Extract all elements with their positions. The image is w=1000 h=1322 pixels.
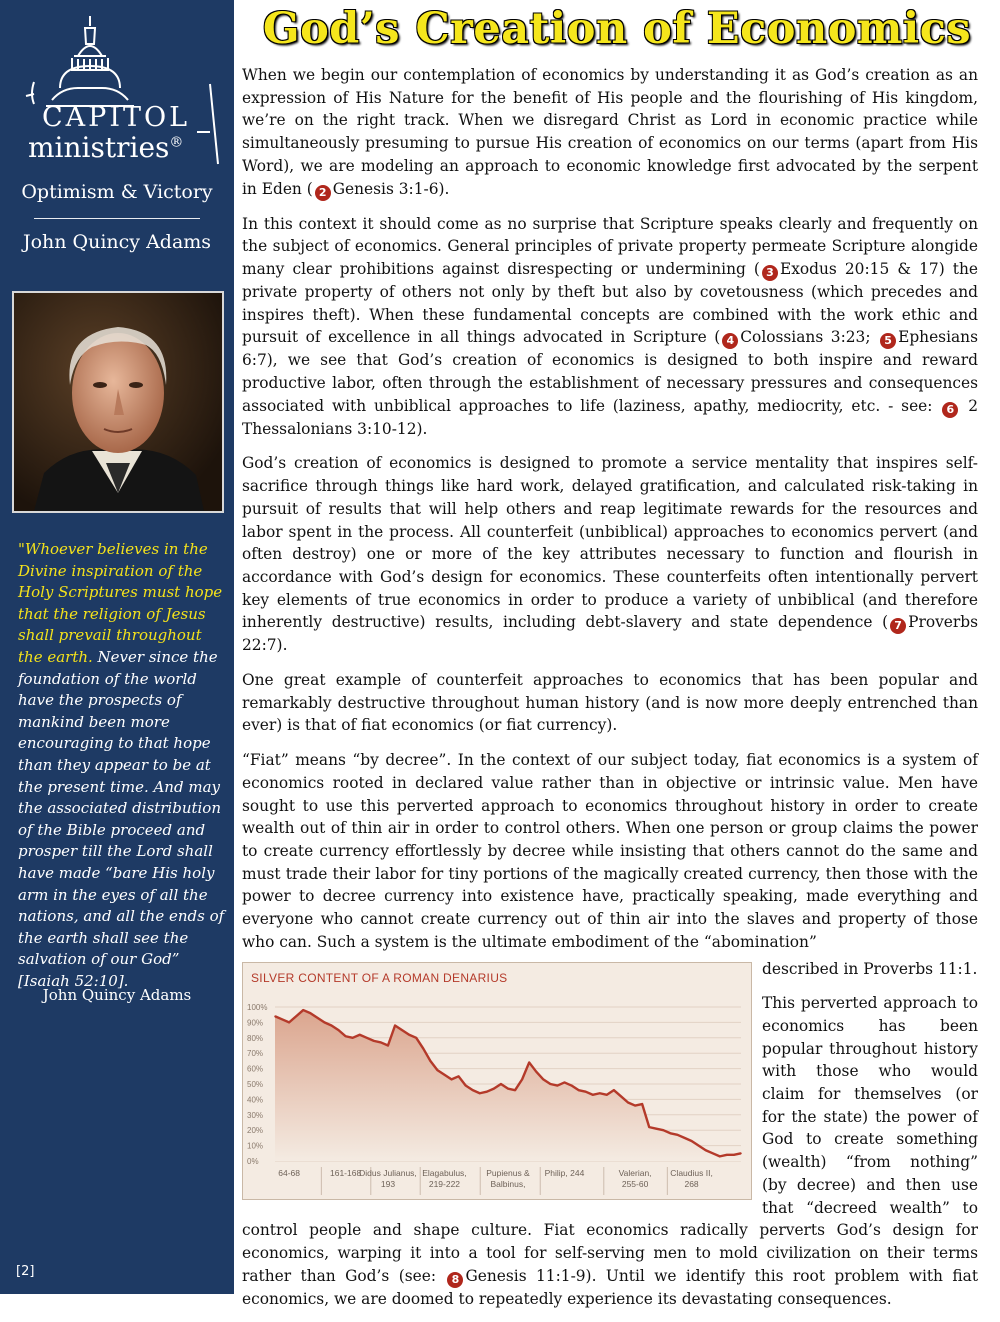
y-tick-label: 100% [247,1002,268,1012]
p2-text-c: Colossians 3:23; [740,328,879,347]
chart-plot [243,963,751,1199]
p6-text-a: This perverted approach to economics has been popular throughout history with those who would claim for themselves (or for the state) the power of God to create something (wealth) “from nothing” (by decree) and then use that “decreed wealth” to control people and shape culture. Fiat economics radically perverts God’s design for economics, warping it into a tool for self-serving men to mold civilization on their terms rather than God’s (see: [242,994,978,1285]
data-point [521,1078,523,1080]
data-point [451,1078,453,1080]
portrait-icon [14,293,222,511]
data-point [387,1044,389,1046]
data-point [380,1041,382,1043]
data-point [394,1024,396,1026]
data-point [359,1033,361,1035]
data-point [507,1087,509,1089]
quote-highlight: "Whoever believes in the Divine inspiration of the Holy Scriptures must hope that the religion of Jesus shall prevail throughout the earth. [18,540,223,666]
x-tick-label: 219-222 [428,1178,461,1189]
data-point [613,1089,615,1091]
data-point [514,1089,516,1091]
x-tick-label: 255-60 [621,1178,649,1189]
data-point [677,1134,679,1136]
paragraph-4: One great example of counterfeit approaches to economics that has been popular and remarkably destructive throughout human history (and is now more deeply entrenched than ever) is that of fiat economics (or fiat currency). [242,671,978,735]
data-point [564,1081,566,1083]
p2-text-a: In this context it should come as no surprise that Scripture speaks clearly and frequently on the subject of economics. General principles of private property permeate Scripture alongide many clear prohibitions against disrespecting or undermining ( [242,214,978,278]
data-point [599,1092,601,1094]
x-tick-label: Claudius II, [670,1167,713,1178]
x-tick-label: Philip, 244 [544,1167,585,1178]
data-point [571,1084,573,1086]
data-point [324,1021,326,1023]
y-tick-label: 0% [247,1156,259,1166]
data-point [408,1033,410,1035]
logo-ministries-word: ministries [28,131,170,164]
data-point [578,1089,580,1091]
y-tick-label: 10% [247,1141,264,1151]
data-point [366,1037,368,1039]
series-area [275,1010,741,1161]
data-point [422,1047,424,1049]
sidebar [0,0,234,1294]
denarius-chart [242,962,752,1200]
data-point [585,1090,587,1092]
data-point [557,1084,559,1086]
denarius-chart-container [242,962,752,1202]
y-tick-label: 20% [247,1125,264,1135]
y-tick-label: 80% [247,1033,264,1043]
logo-capitol-text: CAPITOL [42,102,191,133]
x-tick-label: Didus Julianus, [359,1167,417,1178]
data-point [437,1069,439,1071]
data-point [472,1089,474,1091]
data-point [627,1101,629,1103]
data-point [712,1152,714,1154]
data-point [295,1015,297,1017]
data-point [274,1015,276,1017]
data-point [655,1127,657,1129]
y-tick-label: 30% [247,1110,264,1120]
data-point [486,1090,488,1092]
data-point [550,1083,552,1085]
paragraph-2 [242,213,978,441]
ref-badge-6: 6 [942,402,958,418]
chart-title: SILVER CONTENT OF A ROMAN DENARIUS [251,970,508,985]
logo-ministries-text [28,131,183,164]
data-point [698,1144,700,1146]
quote-author: John Quincy Adams [42,986,192,1004]
x-tick-label: 268 [684,1178,699,1189]
x-tick-label: Elagabulus, [422,1167,467,1178]
y-tick-label: 70% [247,1048,264,1058]
data-point [606,1093,608,1095]
paragraph-3 [242,452,978,657]
data-point [302,1009,304,1011]
registered-mark: ® [169,134,184,151]
data-point [634,1104,636,1106]
data-point [641,1103,643,1105]
sidebar-quote [18,539,226,992]
data-point [444,1073,446,1075]
data-point [500,1083,502,1085]
data-point [740,1152,742,1154]
data-point [719,1155,721,1157]
subject-name: John Quincy Adams [22,231,212,253]
y-tick-label: 40% [247,1094,264,1104]
data-point [345,1035,347,1037]
data-point [288,1021,290,1023]
data-point [430,1060,432,1062]
data-point [691,1140,693,1142]
x-tick-label: Valerian, [618,1167,652,1178]
data-point [281,1018,283,1020]
data-point [535,1070,537,1072]
data-point [458,1075,460,1077]
ref-badge-4: 4 [722,333,738,349]
x-tick-label: Pupienus & [486,1167,530,1178]
data-point [726,1154,728,1156]
ref-badge-5: 5 [880,333,896,349]
data-point [373,1040,375,1042]
data-point [493,1087,495,1089]
article-body [242,64,978,1322]
data-point [352,1037,354,1039]
data-point [415,1037,417,1039]
data-point [479,1092,481,1094]
paragraph-1 [242,64,978,201]
data-point [705,1149,707,1151]
series-title: Optimism & Victory [21,181,213,203]
page-number: [2] [16,1264,35,1279]
x-tick-label: Balbinus, [490,1178,526,1189]
p6-text-b: Genesis 11:1-9). Until we identify this root problem with fiat economics, we are doomed to repeatedly experience its devastating consequences. [242,1266,979,1308]
ref-badge-7: 7 [890,618,906,634]
data-point [401,1029,403,1031]
y-tick-label: 90% [247,1017,264,1027]
data-point [543,1078,545,1080]
page-title: God’s Creation of Economics [262,4,972,54]
data-point [684,1137,686,1139]
quote-body: Never since the foundation of the world have the prospects of mankind been more encouraging to that hope than they appear to be at the present time. And may the associated distribution of the Bible proceed and prosper till the Lord shall have made “bare His holy arm in the eyes of all the nations, and all the ends of the earth shall see the salvation of our God” [Isaiah 52:10]. [18,647,225,990]
p3-text-b: Proverbs 22:7). [242,613,978,655]
data-point [733,1154,735,1156]
portrait-image [12,291,224,513]
data-point [663,1129,665,1131]
p2-text-d: Ephesians 6:7), we see that God’s creation of economics is designed to both inspire and reward productive labor, often through the establishment of necessary pressures and consequences associated with unbiblical approaches to life (laziness, apathy, mediocrity, etc. - see: [242,328,978,415]
x-tick-label: 161-168 [330,1167,362,1178]
data-point [331,1024,333,1026]
p1-text: When we begin our contemplation of economics by understanding it as God’s creation as an expression of His Nature for the benefit of His people and the flourishing of His kingdom, we’re on the right track. When we disregard Christ as Lord in economic practice while simultaneously presuming to pursue His creation of economics on our terms (apart from His Word), we are modeling an approach to economic knowledge first advocated by the serpent in Eden ( [242,66,978,198]
data-point [465,1084,467,1086]
p5-text: “Fiat” means “by decree”. In the context of our subject today, fiat economics is a system of economics rooted in declared value rather than in objective or intrinsic value. Men have sought to use this perverted approach to economics throughout history in order to create wealth out of thin air in order to control others. When one person or group claims the power to create currency effortlessly by decree while insisting that others cannot do the same and must trade their labor for tiny portions of the magically created currency, then those with the power to decree currency into existence have, practically speaking, made everything and everyone who cannot create currency out of thin air into the slaves and property of those who can. Such a system is the ultimate embodiment of the “abomination” [242,751,978,951]
paragraph-5 [242,749,978,953]
data-point [670,1132,672,1134]
data-point [592,1093,594,1095]
data-point [338,1029,340,1031]
ref-badge-8: 8 [447,1272,463,1288]
y-tick-label: 60% [247,1064,264,1074]
x-tick-label: 64-68 [278,1167,300,1178]
p2-text-e: 2 Thessalonians 3:10-12). [242,396,978,438]
data-point [528,1061,530,1063]
data-point [317,1016,319,1018]
sidebar-divider [34,218,200,219]
data-point [620,1095,622,1097]
capitol-ministries-logo [22,14,222,174]
data-point [648,1126,650,1128]
paragraph-5-end: described in Proverbs 11:1. [762,959,978,978]
y-tick-label: 50% [247,1079,264,1089]
ref-badge-2: 2 [315,185,331,201]
p3-text-a: God’s creation of economics is designed to promote a service mentality that inspires self-sacrifice through things like hard work, delayed gratification, and calculated risk-taking in pursuit of results that will help others and reap legitimate rewards for the resources and labor spent in the process. All counterfeit (unbiblical) approaches to economics pervert (and often destroy) one or more of the key attributes necessary to function and flourish in accordance with God’s design for economics. These counterfeits often intentionally pervert key elements of true economics in order to produce a variety of unbiblical (and therefore inherently destructive) results, including debt-slavery and state dependence ( [242,454,978,632]
data-point [310,1012,312,1014]
x-tick-label: 193 [380,1178,396,1189]
ref-badge-3: 3 [762,265,778,281]
p2-text-b: Exodus 20:15 & 17) the private property of others not only by theft but also by covetousness (which precedes and inspires theft). When these fundamental concepts are combined with the work ethic and pursuit of excellence in all things advocated in Scripture ( [242,259,978,347]
p1-ref: Genesis 3:1-6). [332,179,450,198]
